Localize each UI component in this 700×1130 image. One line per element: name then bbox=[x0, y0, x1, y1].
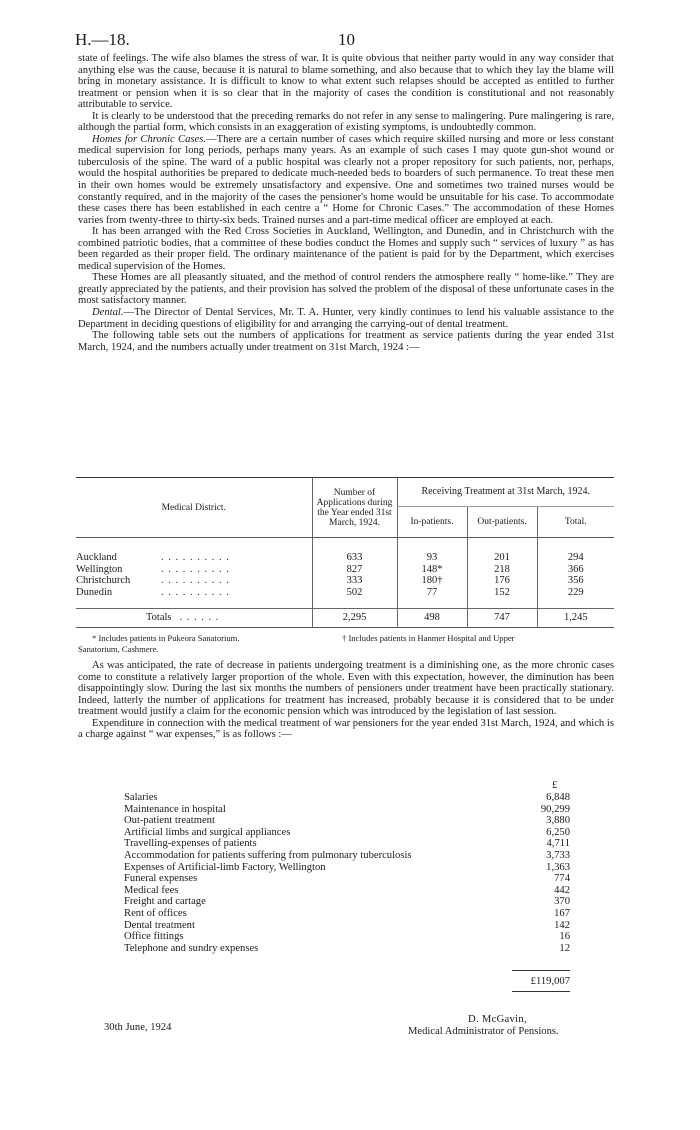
district-name: Dunedin bbox=[76, 586, 113, 598]
list-item bbox=[124, 862, 570, 874]
item-label: Expenses of Artificial-limb Factory, Wellington bbox=[124, 861, 326, 873]
item-label: Accommodation for patients suffering from pulmonary tuberculosis bbox=[124, 849, 412, 861]
inpatients-cell: 93 bbox=[397, 552, 467, 564]
totals-inpatients: 498 bbox=[397, 609, 467, 628]
currency-symbol: £ bbox=[552, 780, 558, 791]
table-row bbox=[76, 575, 614, 587]
leader-dots: . . . . . . . . . . bbox=[161, 586, 230, 598]
list-item bbox=[124, 896, 570, 908]
item-value: 3,733 bbox=[546, 849, 570, 861]
document-date: 30th June, 1924 bbox=[104, 1022, 172, 1033]
total-cell: 294 bbox=[537, 552, 614, 564]
totals-label: Totals bbox=[146, 612, 172, 624]
list-item bbox=[124, 943, 570, 955]
paragraph: It has been arranged with the Red Cross Societies in Auckland, Wellington, and Dunedin, and in Christchurch with the combined patriotic bodies, that a committee of these bodies conduct the Homes and supply such “ services of luxury ” as has been regarded as their proper field. The ordinary maintenance of the patient is paid for by the Department, which exercises medical supervision of the Homes. bbox=[78, 226, 614, 272]
list-item bbox=[124, 792, 570, 804]
list-item bbox=[124, 815, 570, 827]
totals-total: 1,245 bbox=[537, 609, 614, 628]
table-row bbox=[76, 587, 614, 599]
item-value: 774 bbox=[554, 873, 570, 885]
list-item bbox=[124, 885, 570, 897]
outpatients-cell: 152 bbox=[467, 587, 537, 599]
inpatients-cell: 148* bbox=[397, 564, 467, 576]
section-heading: Homes for Chronic Cases. bbox=[92, 133, 207, 145]
totals-row bbox=[76, 609, 614, 628]
list-item bbox=[124, 920, 570, 932]
leader-dots: . . . . . . . . . . bbox=[161, 563, 230, 575]
item-label: Travelling-expenses of patients bbox=[124, 838, 257, 850]
paragraph: As was anticipated, the rate of decrease in patients undergoing treatment is a diminishing one, as the more chronic cases come to constitute a relatively larger proportion of the whole. Even with this expectation, however, the diminution has been disappointingly slow. During the last six months the numbers of pensioners under treatment have been practically stationary. Indeed, latterly the number of applications for treatment has increased, probably because it is considered that to be under treatment would justify a claim for the economic pension which was introduced by the legislation of last session. bbox=[78, 660, 614, 718]
signatory-title: Medical Administrator of Pensions. bbox=[408, 1026, 559, 1037]
paragraph: These Homes are all pleasantly situated, and the method of control renders the atmosphere really “ home-like.” They are greatly appreciated by the patients, and their provision has solved the problem of the disposal of these unfortunate cases in the most satisfactory manner. bbox=[78, 272, 614, 307]
paragraph: state of feelings. The wife also blames the stress of war. It is quite obvious that neither party would in any way consider that anything else was the cause, because it is natural to blame something, and also because that to which they lay the blame will bring in monetary assistance. It is difficult to know to what extent such relapses should be accepted as entitled to further treatment or pension when it is so clear that in the majority of cases the condition is constitutional and not reasonably attributable to service. bbox=[78, 53, 614, 111]
item-value: 1,363 bbox=[546, 861, 570, 873]
totals-applications: 2,295 bbox=[312, 609, 397, 628]
applications-cell: 502 bbox=[312, 587, 397, 599]
item-label: Maintenance in hospital bbox=[124, 803, 226, 815]
paragraph: It is clearly to be understood that the preceding remarks do not refer in any sense to malingering. Pure malingering is rare, although the partial form, which consists in an exaggeration of existing symptoms, is undoubtedly common. bbox=[78, 110, 614, 134]
leader-dots: . . . . . . . . . . bbox=[161, 552, 230, 563]
item-label: Out-patient treatment bbox=[124, 815, 215, 827]
item-label: Rent of offices bbox=[124, 907, 187, 919]
item-label: Funeral expenses bbox=[124, 873, 198, 885]
item-value: 12 bbox=[559, 942, 570, 954]
item-label: Dental treatment bbox=[124, 919, 195, 931]
inpatients-cell: 77 bbox=[397, 587, 467, 599]
expenditure-list bbox=[124, 792, 570, 954]
applications-cell: 827 bbox=[312, 564, 397, 576]
footnote: * Includes patients in Pukeora Sanatorium. bbox=[92, 633, 240, 643]
page-reference: H.—18. bbox=[75, 30, 130, 49]
item-value: 90,299 bbox=[540, 803, 570, 815]
total-cell: 229 bbox=[537, 587, 614, 599]
list-item bbox=[124, 873, 570, 885]
item-value: 6,848 bbox=[546, 792, 570, 803]
table-row bbox=[76, 564, 614, 576]
paragraph: Expenditure in connection with the medical treatment of war pensioners for the year ended 31st March, 1924, and which is a charge against “ war expenses,” is as follows :— bbox=[78, 717, 614, 741]
inpatients-cell: 180† bbox=[397, 575, 467, 587]
outpatients-cell: 201 bbox=[467, 552, 537, 564]
list-item bbox=[124, 827, 570, 839]
column-header-applications: Number of Applications during the Year ended 31st March, 1924. bbox=[312, 478, 397, 538]
table-row bbox=[76, 552, 614, 564]
paragraph bbox=[78, 307, 614, 330]
column-header-district: Medical District. bbox=[76, 478, 312, 538]
leader-dots: . . . . . . . . . . bbox=[161, 575, 230, 586]
item-label: Office fittings bbox=[124, 931, 184, 943]
district-name: Wellington bbox=[76, 563, 123, 575]
list-item bbox=[124, 838, 570, 850]
total-rule-top bbox=[512, 970, 570, 971]
paragraph bbox=[78, 134, 614, 226]
list-item bbox=[124, 931, 570, 943]
district-name: Christchurch bbox=[76, 575, 131, 586]
item-value: 167 bbox=[554, 907, 570, 919]
item-label: Telephone and sundry expenses bbox=[124, 942, 259, 954]
section-heading: Dental. bbox=[92, 307, 124, 319]
list-item bbox=[124, 804, 570, 816]
district-name: Auckland bbox=[76, 552, 117, 563]
column-header-outpatients: Out-patients. bbox=[467, 507, 537, 538]
body-text-continued bbox=[78, 660, 614, 741]
footnote-continuation: Sanatorium, Cashmere. bbox=[78, 643, 159, 654]
item-value: 370 bbox=[554, 896, 570, 908]
item-label: Artificial limbs and surgical appliances bbox=[124, 826, 291, 838]
item-value: 142 bbox=[554, 919, 570, 931]
item-label: Freight and cartage bbox=[124, 896, 206, 908]
outpatients-cell: 176 bbox=[467, 575, 537, 587]
signatory-name: D. McGavin, bbox=[468, 1014, 527, 1025]
item-label: Medical fees bbox=[124, 884, 179, 896]
column-header-total: Total. bbox=[537, 507, 614, 538]
total-cell: 356 bbox=[537, 575, 614, 587]
expenditure-total: £119,007 bbox=[530, 976, 570, 987]
item-value: 3,880 bbox=[546, 815, 570, 827]
outpatients-cell: 218 bbox=[467, 564, 537, 576]
paragraph: The following table sets out the numbers of applications for treatment as service patients during the year ended 31st March, 1924, and the numbers actually under treatment on 31st March, 1924 :— bbox=[78, 330, 614, 353]
table-footnotes bbox=[78, 633, 614, 654]
item-value: 16 bbox=[559, 931, 570, 943]
list-item bbox=[124, 908, 570, 920]
total-cell: 366 bbox=[537, 564, 614, 576]
body-text bbox=[78, 53, 614, 353]
paragraph-text: —The Director of Dental Services, Mr. T. A. Hunter, very kindly continues to lend his valuable assistance to the Department in deciding questions of eligibility for and arranging the carrying-out of dental treatment. bbox=[78, 307, 614, 330]
item-value: 442 bbox=[554, 884, 570, 896]
treatment-table bbox=[76, 477, 614, 628]
leader-dots: . . . . . . bbox=[179, 612, 220, 624]
item-value: 6,250 bbox=[546, 826, 570, 838]
paragraph-text: —There are a certain number of cases which require skilled nursing and more or less constant medical supervision for long periods, perhaps many years. As an example of such cases I may quote gun-shot wound or tuberculosis of the spine. The ward of a public hospital was clearly not a proper repository for such patients, nor, perhaps, would the hospital authorities be prepared to dedicate much-needed beds to boarders of such permanence. To treat these men in their own homes would be extremely unsatisfactory and expensive. One and sometimes two trained nurses would be constantly required, and in the majority of the cases the pensioner's home would be unsuitable for his case. To accommodate these cases there has been established in each centre a “ Home for Chronic Cases.” The accommodation of these Homes varies from twenty-three to thirty-six beds. Trained nurses and a part-time medical officer are employed at each. bbox=[78, 133, 614, 226]
column-group-header: Receiving Treatment at 31st March, 1924. bbox=[397, 478, 614, 507]
footnote: † Includes patients in Hanmer Hospital and Upper bbox=[342, 633, 515, 643]
totals-outpatients: 747 bbox=[467, 609, 537, 628]
total-rule-bottom bbox=[512, 991, 570, 992]
applications-cell: 633 bbox=[312, 552, 397, 564]
item-value: 4,711 bbox=[546, 838, 570, 850]
applications-cell: 333 bbox=[312, 575, 397, 587]
item-label: Salaries bbox=[124, 792, 158, 803]
column-header-inpatients: In-patients. bbox=[397, 507, 467, 538]
page-number: 10 bbox=[338, 30, 355, 49]
list-item bbox=[124, 850, 570, 862]
